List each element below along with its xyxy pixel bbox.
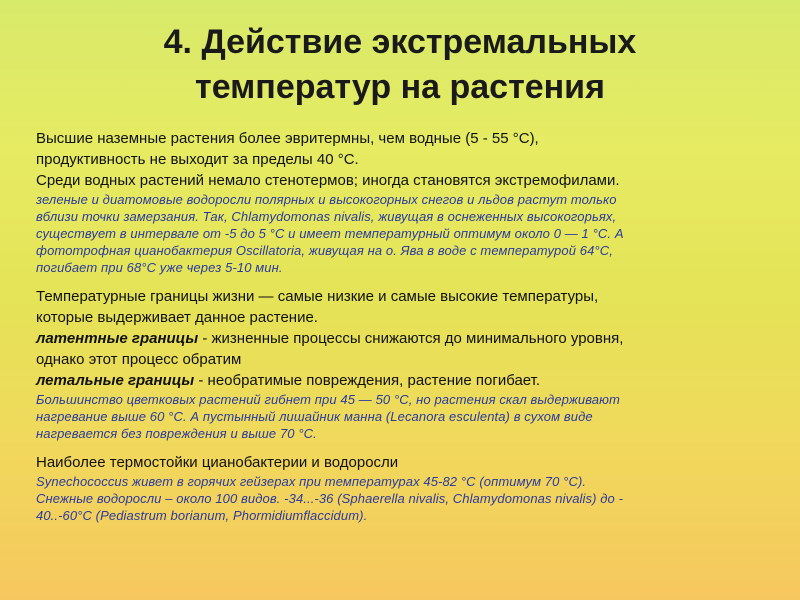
- lethal-limits-term: летальные границы: [36, 372, 195, 389]
- latent-limits-term: латентные границы: [36, 330, 199, 347]
- note-flowering-plants-line-3: нагревается без повреждения и выше 70 °С.: [36, 426, 317, 441]
- paragraph-stenotherms: Среди водных растений немало стенотермов; иногда становятся экстремофилами.: [36, 172, 620, 189]
- paragraph-lethal-limits: [36, 370, 764, 391]
- note-snow-algae-line-1: зеленые и диатомовые водоросли полярных и высокогорных снегов и льдов растут только: [36, 192, 617, 207]
- spacer: [36, 442, 764, 452]
- latent-limits-line-2: однако этот процесс обратим: [36, 351, 242, 368]
- note-snow-algae-line-5: погибает при 68°С уже через 5-10 мин.: [36, 260, 283, 275]
- paragraph-eurythermal: [36, 128, 764, 170]
- lethal-limits-definition: - необратимые повреждения, растение погибает.: [194, 372, 541, 389]
- slide-title: [30, 20, 770, 110]
- spacer: [36, 276, 764, 286]
- note-cyanobacteria-line-3: 40..-60°С (Pediastrum borianum, Phormidiumflaccidum).: [36, 508, 368, 523]
- paragraph-latent-limits: [36, 328, 764, 370]
- latent-limits-definition: - жизненные процессы снижаются до минимального уровня,: [198, 330, 624, 347]
- title-line-2: температур на растения: [195, 68, 605, 106]
- note-snow-algae: [36, 191, 764, 276]
- title-line-1: 4. Действие экстремальных: [163, 23, 637, 61]
- paragraph-temperature-limits-line-1: Температурные границы жизни — самые низкие и самые высокие температуры,: [36, 288, 599, 305]
- note-flowering-plants-line-1: Большинство цветковых растений гибнет при 45 — 50 °С, но растения скал выдерживают: [36, 392, 620, 407]
- paragraph-temperature-limits: [36, 286, 764, 328]
- note-flowering-plants: [36, 391, 764, 442]
- note-flowering-plants-line-2: нагревание выше 60 °С. А пустынный лишайник манна (Lecanora esculenta) в сухом виде: [36, 409, 593, 424]
- note-cyanobacteria-line-2: Снежные водоросли – около 100 видов. -34...-36 (Sphaerella nivalis, Chlamydomonas nivalis) до -: [36, 491, 624, 506]
- paragraph-thermotolerant: Наиболее термостойки цианобактерии и водоросли: [36, 454, 399, 471]
- note-snow-algae-line-2: вблизи точки замерзания. Так, Chlamydomonas nivalis, живущая в оснеженных высокогорьях,: [36, 209, 617, 224]
- paragraph-eurythermal-line-1: Высшие наземные растения более эвритермны, чем водные (5 - 55 °С),: [36, 130, 539, 147]
- note-snow-algae-line-3: существует в интервале от -5 до 5 °С и имеет температурный оптимум около 0 — 1 °С. А: [36, 226, 624, 241]
- slide-content: [36, 128, 764, 524]
- paragraph-temperature-limits-line-2: которые выдерживает данное растение.: [36, 309, 318, 326]
- paragraph-eurythermal-line-2: продуктивность не выходит за пределы 40 °С.: [36, 151, 359, 168]
- note-cyanobacteria-line-1: Synechococcus живет в горячих гейзерах при температурах 45-82 °С (оптимум 70 °С).: [36, 474, 587, 489]
- note-snow-algae-line-4: фототрофная цианобактерия Oscillatoria, живущая на о. Ява в воде с температурой 64°С,: [36, 243, 613, 258]
- note-cyanobacteria: [36, 473, 764, 524]
